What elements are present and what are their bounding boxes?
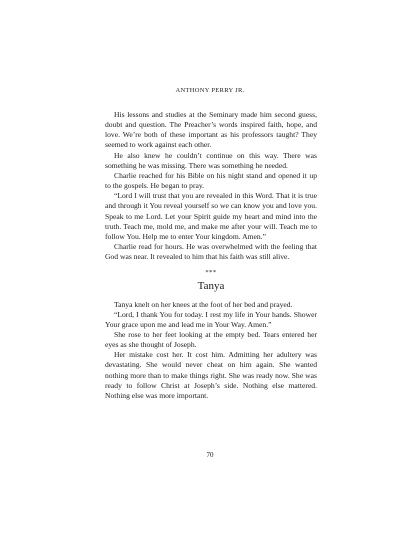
paragraph: She rose to her feet looking at the empty bed. Tears entered her eyes as she thought of Joseph. [105,329,317,350]
scene-break: *** [205,269,217,277]
body-text [105,110,317,401]
paragraph: Tanya knelt on her knees at the foot of her bed and prayed. [114,299,293,309]
section-heading: Tanya [197,279,225,292]
running-head: ANTHONY PERRY JR. [175,87,245,94]
paragraph: His lessons and studies at the Seminary made him second guess, doubt and question. The Preacher’s words inspired faith, hope, and love. We’re both of these important as his professors taught? They seemed to work against each other. [105,110,317,150]
paragraph: He also knew he couldn’t continue on this way. There was something he was missing. There was something he needed. [105,150,317,170]
page-number: 70 [206,451,214,459]
paragraph: “Lord I will trust that you are revealed in this Word. That it is true and through it You reveal yourself so we can know you and love you. Speak to me Lord. Let your Spirit guide my heart and mind into the truth. Teach me, mold me, and make me after your will. Teach me to follow You. Help me to enter Your kingdom. Amen.” [105,191,317,241]
paragraph: “Lord, I thank You for today. I rest my life in Your hands. Shower Your grace upon me and lead me in Your Way. Amen.” [105,309,317,329]
paragraph: Charlie read for hours. He was overwhelmed with the feeling that God was near. It revealed to him that his faith was still alive. [105,242,317,262]
paragraph: Her mistake cost her. It cost him. Admitting her adultery was devastating. She would never cheat on him again. She wanted nothing more than to make things right. She was ready now. She was ready to follow Christ at Joseph’s side. Nothing else mattered. Nothing else was more important. [105,350,317,400]
paragraph: Charlie reached for his Bible on his night stand and opened it up to the gospels. He began to pray. [105,170,317,191]
